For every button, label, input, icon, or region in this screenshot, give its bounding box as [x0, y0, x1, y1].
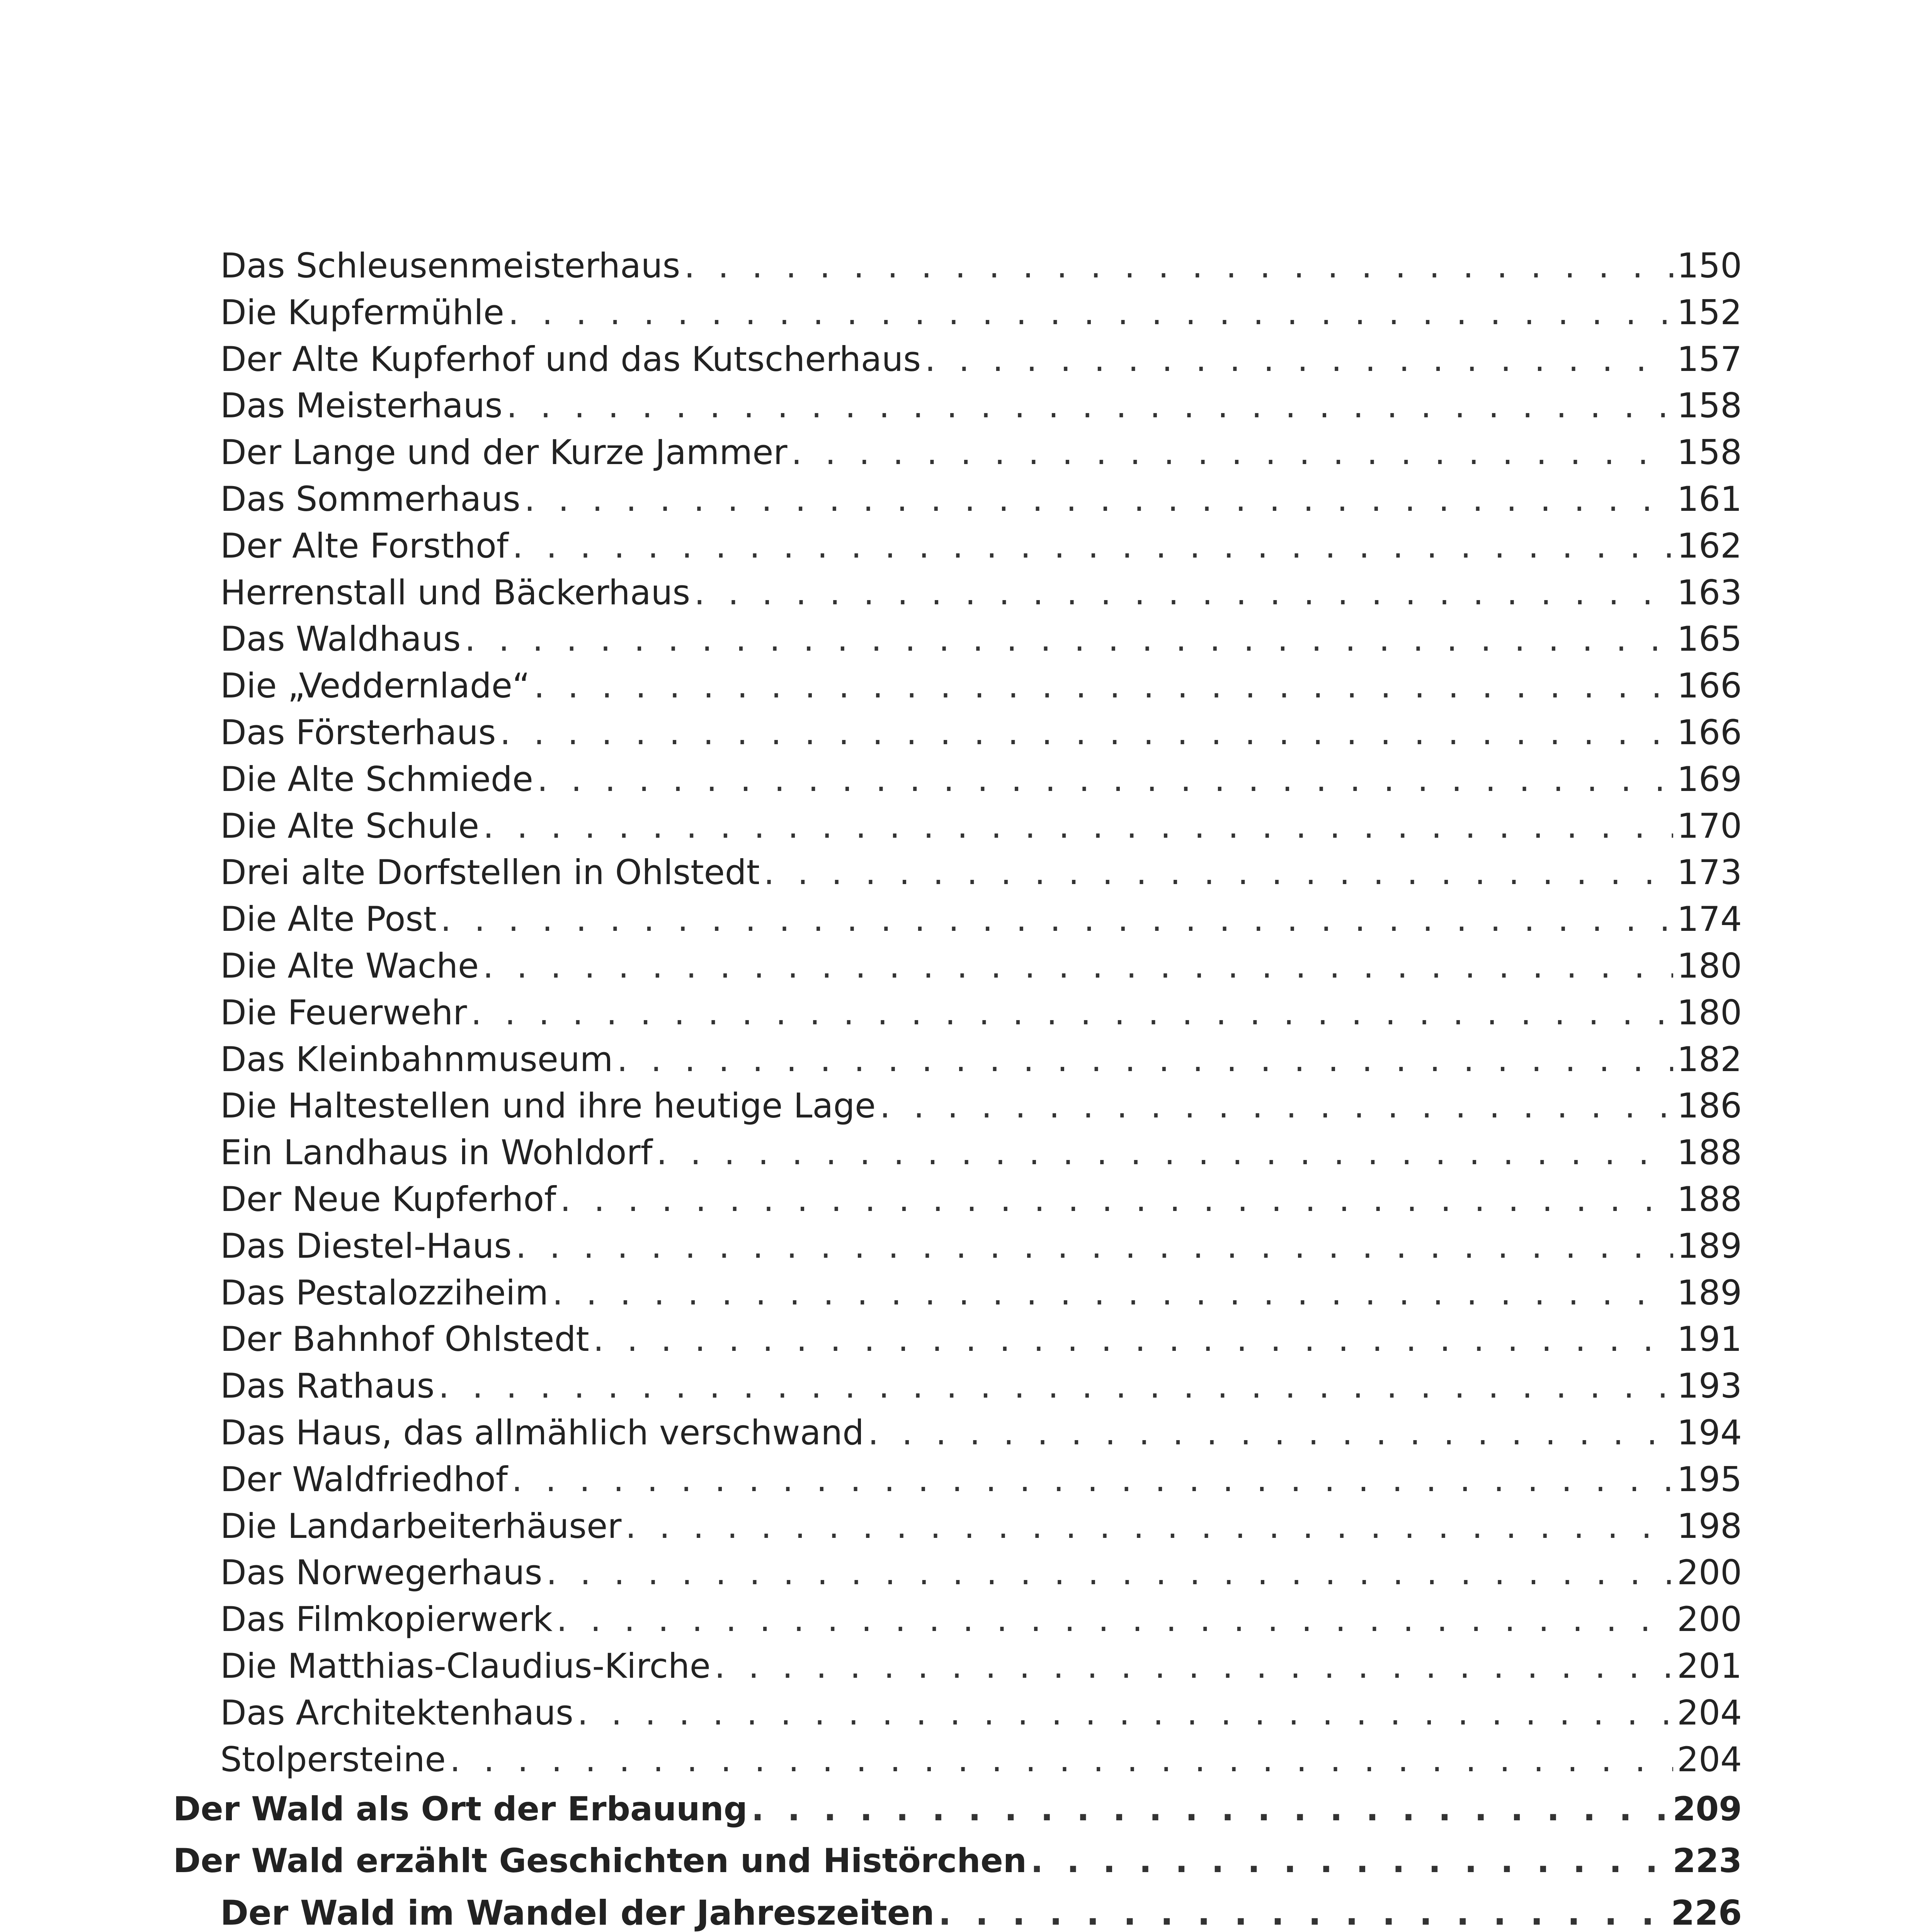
toc-entry-title: Das Pestalozziheim: [220, 1272, 549, 1313]
dot-leader: [552, 1273, 1673, 1313]
dot-leader: [506, 386, 1673, 425]
dot-leader: [694, 573, 1673, 612]
toc-entry-title: Das Kleinbahnmuseum: [220, 1039, 613, 1079]
toc-entry-title: Herrenstall und Bäckerhaus: [220, 572, 691, 612]
toc-entry-page: 165: [1677, 619, 1742, 659]
toc-entry[interactable]: [173, 432, 1742, 479]
toc-entry-title: Das Waldhaus: [220, 619, 461, 659]
toc-chapter-title: Der Wald als Ort der Erbauung: [173, 1790, 748, 1829]
toc-entry[interactable]: [173, 1459, 1742, 1506]
toc-entry-title: Der Waldfriedhof: [220, 1459, 508, 1499]
toc-entry[interactable]: [173, 1179, 1742, 1226]
dot-leader: [751, 1790, 1669, 1828]
toc-entry-page: 186: [1677, 1086, 1742, 1126]
toc-entry-page: 152: [1677, 292, 1742, 332]
toc-entry-page: 195: [1677, 1459, 1742, 1499]
toc-entry-title: Das Architektenhaus: [220, 1692, 573, 1733]
dot-leader: [508, 293, 1673, 332]
toc-entry-page: 173: [1677, 852, 1742, 893]
toc-entry[interactable]: [173, 1506, 1742, 1553]
toc-entry[interactable]: [173, 946, 1742, 993]
toc-section-title: Der Wald im Wandel der Jahreszeiten: [220, 1893, 935, 1932]
dot-leader: [868, 1413, 1673, 1452]
toc-entry[interactable]: [173, 339, 1742, 386]
toc-entry-title: Das Diestel-Haus: [220, 1226, 512, 1266]
dot-leader: [438, 1366, 1673, 1406]
table-of-contents: [173, 246, 1742, 1932]
toc-entry-title: Der Alte Forsthof: [220, 526, 509, 566]
toc-entry-title: Die Alte Schule: [220, 806, 479, 846]
toc-entry[interactable]: [173, 573, 1742, 619]
toc-entry[interactable]: [173, 1413, 1742, 1459]
toc-entry[interactable]: [173, 1693, 1742, 1740]
toc-entry-page: 150: [1677, 246, 1742, 286]
toc-entry[interactable]: [173, 1553, 1742, 1599]
dot-leader: [546, 1553, 1673, 1592]
dot-leader: [512, 1459, 1673, 1499]
dot-leader: [483, 946, 1673, 986]
toc-entry[interactable]: [173, 666, 1742, 713]
toc-entry-page: 162: [1677, 526, 1742, 566]
toc-entry-title: Das Meisterhaus: [220, 386, 503, 426]
toc-entry-title: Die Matthias-Claudius-Kirche: [220, 1646, 711, 1686]
toc-entry-page: 166: [1677, 712, 1742, 752]
toc-entry[interactable]: [173, 479, 1742, 526]
dot-leader: [593, 1319, 1673, 1359]
toc-entry-page: 158: [1677, 432, 1742, 473]
toc-entry-title: Der Lange und der Kurze Jammer: [220, 432, 788, 473]
toc-chapter-entry[interactable]: [173, 1842, 1742, 1893]
toc-entry[interactable]: [173, 293, 1742, 339]
toc-entry[interactable]: [173, 1086, 1742, 1133]
dot-leader: [500, 713, 1673, 752]
toc-entry-page: 198: [1677, 1506, 1742, 1546]
toc-entry-page: 158: [1677, 386, 1742, 426]
toc-entry-page: 200: [1677, 1553, 1742, 1593]
dot-leader: [879, 1086, 1673, 1126]
toc-entry[interactable]: [173, 1319, 1742, 1366]
toc-entry[interactable]: [173, 993, 1742, 1039]
toc-entry-title: Das Norwegerhaus: [220, 1553, 543, 1593]
dot-leader: [483, 806, 1673, 846]
dot-leader: [524, 479, 1673, 519]
toc-chapter-entry[interactable]: [173, 1790, 1742, 1842]
toc-entry-page: 200: [1677, 1599, 1742, 1639]
toc-entry-title: Die Alte Post: [220, 899, 437, 939]
dot-leader: [464, 619, 1673, 659]
toc-entry[interactable]: [173, 1740, 1742, 1786]
toc-entry[interactable]: [173, 1273, 1742, 1320]
toc-entry-title: Die Landarbeiterhäuser: [220, 1506, 622, 1546]
toc-entry-page: 204: [1677, 1692, 1742, 1733]
toc-entry-title: Das Haus, das allmählich verschwand: [220, 1412, 864, 1452]
toc-entry-page: 201: [1677, 1646, 1742, 1686]
toc-chapter-title: Der Wald erzählt Geschichten und Histörchen: [173, 1841, 1027, 1880]
toc-entry-page: 157: [1677, 339, 1742, 379]
dot-leader: [577, 1693, 1673, 1733]
toc-entry[interactable]: [173, 1646, 1742, 1693]
toc-entry[interactable]: [173, 386, 1742, 432]
toc-entry-title: Die Kupfermühle: [220, 292, 504, 332]
dot-leader: [534, 666, 1674, 706]
dot-leader: [1031, 1842, 1669, 1880]
toc-entry-page: 169: [1677, 759, 1742, 799]
toc-entry[interactable]: [173, 1366, 1742, 1413]
toc-entry[interactable]: [173, 1599, 1742, 1646]
toc-chapter-page: 209: [1672, 1790, 1742, 1829]
toc-entry[interactable]: [173, 526, 1742, 573]
toc-entry[interactable]: [173, 1039, 1742, 1086]
toc-entry-page: 180: [1677, 992, 1742, 1032]
toc-chapter-page: 223: [1672, 1841, 1742, 1880]
toc-entry[interactable]: [173, 619, 1742, 666]
toc-entry[interactable]: [173, 806, 1742, 853]
dot-leader: [764, 852, 1673, 892]
toc-entry[interactable]: [173, 852, 1742, 899]
toc-entry-page: 188: [1677, 1179, 1742, 1219]
dot-leader: [512, 526, 1673, 566]
dot-leader: [471, 993, 1673, 1032]
toc-entry-page: 188: [1677, 1133, 1742, 1173]
toc-entry-title: Die „Veddernlade“: [220, 666, 530, 706]
toc-entry-title: Drei alte Dorfstellen in Ohlstedt: [220, 852, 760, 893]
toc-entry-page: 194: [1677, 1412, 1742, 1452]
toc-entry-title: Das Rathaus: [220, 1366, 435, 1406]
toc-entry-title: Das Sommerhaus: [220, 479, 520, 519]
dot-leader: [560, 1179, 1673, 1219]
toc-section-page: 226: [1671, 1893, 1742, 1932]
toc-section-entry[interactable]: [173, 1893, 1742, 1932]
dot-leader: [537, 759, 1673, 799]
toc-entry[interactable]: [173, 713, 1742, 759]
dot-leader: [714, 1646, 1673, 1686]
toc-entry-page: 191: [1677, 1319, 1742, 1359]
toc-entry[interactable]: [173, 1133, 1742, 1179]
toc-entry-page: 174: [1677, 899, 1742, 939]
toc-entry-page: 166: [1677, 666, 1742, 706]
toc-entry-page: 182: [1677, 1039, 1742, 1079]
toc-entry-title: Stolpersteine: [220, 1739, 446, 1779]
dot-leader: [515, 1226, 1673, 1266]
toc-entry-title: Ein Landhaus in Wohldorf: [220, 1133, 653, 1173]
toc-entry-page: 161: [1677, 479, 1742, 519]
toc-entry-title: Die Alte Wache: [220, 946, 479, 986]
toc-entry[interactable]: [173, 246, 1742, 293]
dot-leader: [441, 899, 1673, 939]
dot-leader: [684, 246, 1673, 286]
toc-entry-page: 189: [1677, 1226, 1742, 1266]
toc-entry-title: Das Schleusenmeisterhaus: [220, 246, 680, 286]
toc-entry-page: 180: [1677, 946, 1742, 986]
dot-leader: [657, 1133, 1673, 1172]
toc-entry-title: Das Försterhaus: [220, 712, 496, 752]
dot-leader: [556, 1599, 1673, 1639]
toc-entry-title: Der Bahnhof Ohlstedt: [220, 1319, 589, 1359]
toc-entry-page: 170: [1677, 806, 1742, 846]
toc-entry-title: Der Neue Kupferhof: [220, 1179, 556, 1219]
toc-entry-page: 193: [1677, 1366, 1742, 1406]
dot-leader: [791, 432, 1674, 472]
toc-entry-title: Die Feuerwehr: [220, 992, 467, 1032]
toc-entry[interactable]: [173, 759, 1742, 806]
dot-leader: [450, 1740, 1673, 1779]
toc-entry-page: 204: [1677, 1739, 1742, 1779]
toc-entry-title: Der Alte Kupferhof und das Kutscherhaus: [220, 339, 921, 379]
dot-leader: [938, 1893, 1667, 1932]
dot-leader: [925, 339, 1673, 379]
toc-entry[interactable]: [173, 899, 1742, 946]
dot-leader: [625, 1506, 1673, 1546]
dot-leader: [617, 1039, 1673, 1079]
toc-entry[interactable]: [173, 1226, 1742, 1273]
toc-entry-title: Das Filmkopierwerk: [220, 1599, 553, 1639]
toc-entry-page: 189: [1677, 1272, 1742, 1313]
toc-entry-page: 163: [1677, 572, 1742, 612]
toc-entry-title: Die Haltestellen und ihre heutige Lage: [220, 1086, 876, 1126]
toc-entry-title: Die Alte Schmiede: [220, 759, 533, 799]
